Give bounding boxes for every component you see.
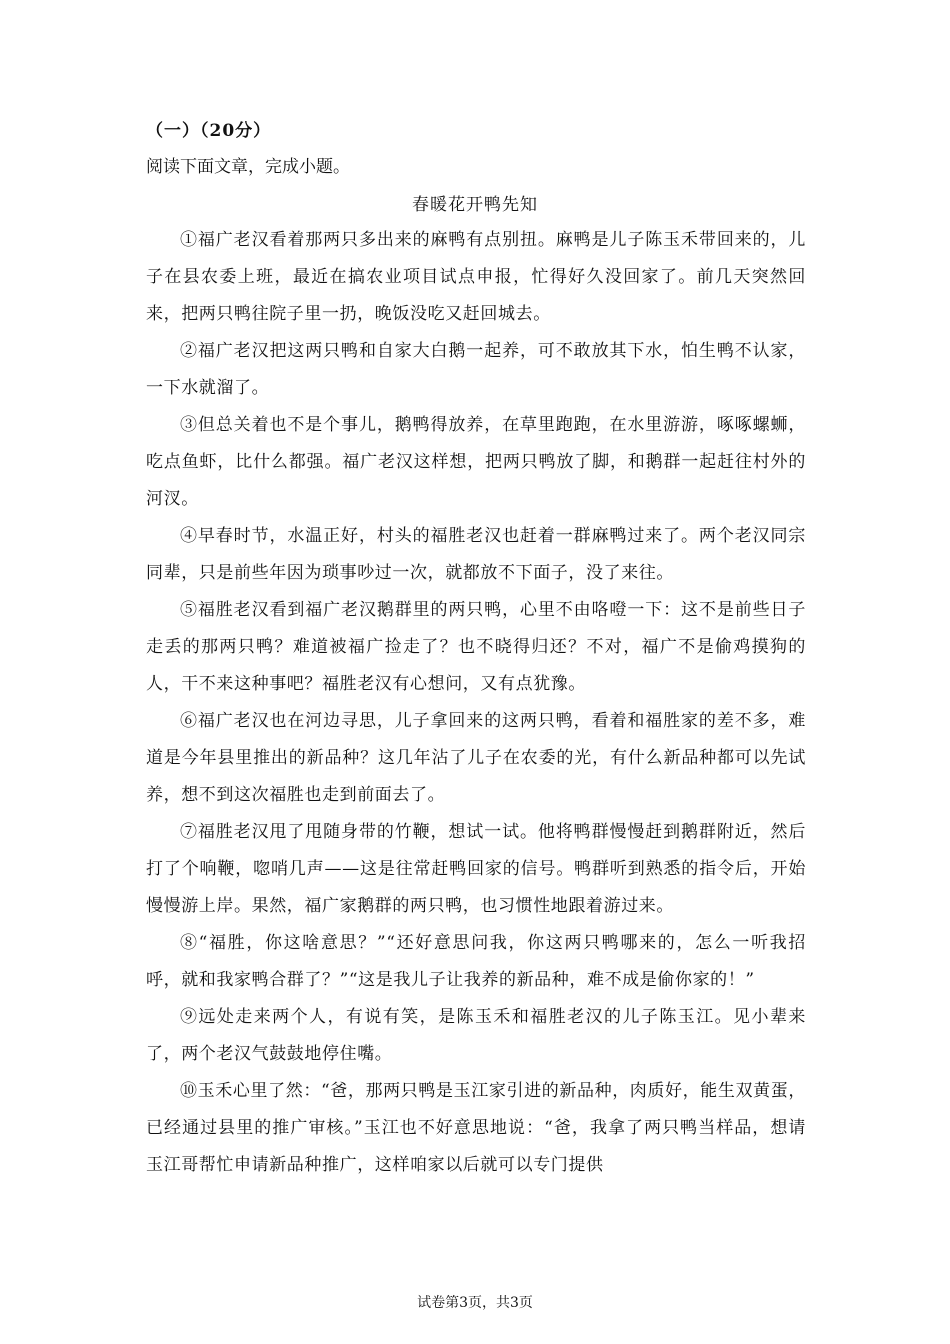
paragraph-10: ⑩玉禾心里了然：“爸，那两只鸭是玉江家引进的新品种，肉质好，能生双黄蛋，已经通过县里的推广审核。”玉江也不好意思地说：“爸，我拿了两只鸭当样品，想请玉江哥帮忙申请新品种推广，这样咱家以后就可以专门提供: [146, 1081, 806, 1175]
paragraph-7: ⑦福胜老汉甩了甩随身带的竹鞭，想试一试。他将鸭群慢慢赶到鹅群附近，然后打了个响鞭，唿哨几声——这是往常赶鸭回家的信号。鸭群听到熟悉的指令后，开始慢慢游上岸。果然，福广家鹅群的两只鸭，也习惯性地跟着游过来。: [146, 822, 806, 916]
article-title: 春暖花开鸭先知: [412, 195, 538, 215]
reading-instruction: 阅读下面文章，完成小题。: [146, 157, 350, 177]
section-heading: （一）（20分）: [146, 121, 272, 141]
paragraph-1: ①福广老汉看着那两只多出来的麻鸭有点别扭。麻鸭是儿子陈玉禾带回来的，儿子在县农委上班，最近在搞农业项目试点申报，忙得好久没回家了。前几天突然回来，把两只鸭往院子里一扔，晚饭没吃又赶回城去。: [146, 230, 806, 324]
paragraph-3: ③但总关着也不是个事儿，鹅鸭得放养，在草里跑跑，在水里游游，啄啄螺蛳，吃点鱼虾，比什么都强。福广老汉这样想，把两只鸭放了脚，和鹅群一起赶往村外的河汊。: [146, 415, 806, 509]
page-footer: 试卷第3页，共3页: [417, 1295, 533, 1311]
paragraph-9: ⑨远处走来两个人，有说有笑，是陈玉禾和福胜老汉的儿子陈玉江。见小辈来了，两个老汉气鼓鼓地停住嘴。: [146, 1007, 806, 1064]
paragraph-4: ④早春时节，水温正好，村头的福胜老汉也赶着一群麻鸭过来了。两个老汉同宗同辈，只是前些年因为琐事吵过一次，就都放不下面子，没了来往。: [146, 526, 806, 583]
paragraph-5: ⑤福胜老汉看到福广老汉鹅群里的两只鸭，心里不由咯噔一下：这不是前些日子走丢的那两只鸭？难道被福广捡走了？也不晓得归还？不对，福广不是偷鸡摸狗的人，干不来这种事吧？福胜老汉有心想问，又有点犹豫。: [146, 600, 806, 694]
paragraph-2: ②福广老汉把这两只鸭和自家大白鹅一起养，可不敢放其下水，怕生鸭不认家，一下水就溜了。: [146, 341, 806, 398]
article-body: [146, 222, 806, 1184]
paragraph-6: ⑥福广老汉也在河边寻思，儿子拿回来的这两只鸭，看着和福胜家的差不多，难道是今年县里推出的新品种？这几年沾了儿子在农委的光，有什么新品种都可以先试养，想不到这次福胜也走到前面去了。: [146, 711, 806, 805]
paragraph-8: ⑧“福胜，你这啥意思？”“还好意思问我，你这两只鸭哪来的，怎么一听我招呼，就和我家鸭合群了？”“这是我儿子让我养的新品种，难不成是偷你家的！”: [146, 933, 806, 990]
